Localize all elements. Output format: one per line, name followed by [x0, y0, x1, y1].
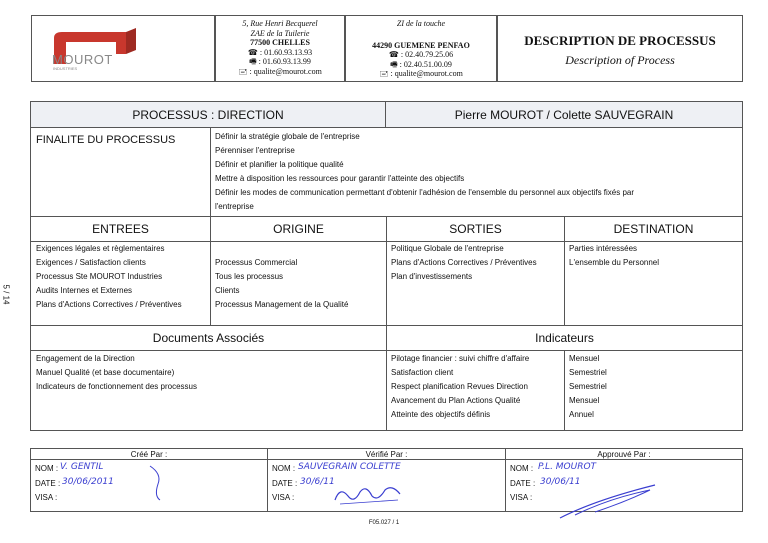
cree-nom-label: NOM :	[35, 464, 59, 473]
entree-item: Processus Ste MOUROT Industries	[36, 272, 163, 281]
origine-item: Clients	[215, 286, 240, 295]
site2-tel: ☎ : 02.40.79.25.06	[388, 50, 454, 59]
doc-item: Manuel Qualité (et base documentaire)	[36, 368, 175, 377]
verifie-nom-label: NOM :	[272, 464, 296, 473]
destination-list	[569, 242, 659, 270]
col-divider-3	[564, 241, 565, 325]
col-origine: ORIGINE	[210, 217, 386, 241]
finalite-item: Définir la stratégie globale de l'entreprise	[215, 132, 360, 141]
frequency-item: Mensuel	[569, 354, 600, 363]
frequency-item: Annuel	[569, 410, 594, 419]
finalite-divider	[210, 128, 211, 216]
origine-list	[215, 242, 348, 312]
destination-item: L'ensemble du Personnel	[569, 258, 660, 267]
verifie-nom: SAUVEGRAIN COLETTE	[298, 462, 401, 472]
sortie-item: Plans d'Actions Correctives / Préventives	[391, 258, 537, 267]
frequency-list	[569, 352, 607, 422]
header-logo-box	[31, 15, 215, 82]
site1-address	[215, 15, 345, 82]
footer-reference: F05.027 / 1	[368, 520, 400, 526]
finalite-item: l'entreprise	[215, 202, 254, 211]
freq-divider	[564, 350, 565, 430]
docs-list	[36, 352, 197, 394]
docs-divider	[386, 350, 387, 430]
site1-city: 77500 CHELLES	[250, 38, 310, 47]
finalite-label: FINALITE DU PROCESSUS	[36, 134, 176, 146]
site2-fax: 🖷 : 02.40.51.00.09	[390, 59, 452, 69]
doc-title-box	[497, 15, 743, 82]
frequency-item: Semestriel	[569, 368, 607, 377]
indicateurs-list	[391, 352, 529, 422]
doc-item: Indicateurs de fonctionnement des processus	[36, 382, 197, 391]
cree-nom: V. GENTIL	[60, 462, 104, 472]
doc-title: DESCRIPTION DE PROCESSUS	[524, 33, 716, 48]
sign-title-line	[31, 459, 742, 460]
process-owners: Pierre MOUROT / Colette SAUVEGRAIN	[386, 102, 742, 128]
approuve-date: 30/06/11	[540, 477, 581, 487]
indicateur-item: Avancement du Plan Actions Qualité	[391, 396, 521, 405]
doc-subtitle: Description of Process	[565, 53, 675, 67]
process-name: PROCESSUS : DIRECTION	[31, 102, 386, 128]
indicateur-item: Respect planification Revues Direction	[391, 382, 528, 391]
origine-item: Processus Commercial	[215, 258, 298, 267]
approuve-date-label: DATE :	[510, 479, 536, 488]
side-page-number: 5 / 14	[1, 284, 11, 305]
company-name: MOUROT	[52, 52, 113, 67]
site2-line1: ZI de la touche	[396, 19, 446, 28]
entree-item: Audits Internes et Externes	[36, 286, 133, 295]
col-divider-2	[386, 241, 387, 325]
verifie-date-label: DATE :	[272, 479, 298, 488]
docs-label: Documents Associés	[152, 331, 265, 345]
indicateurs-label: Indicateurs	[386, 326, 742, 350]
entree-item: Exigences / Satisfaction clients	[36, 258, 146, 267]
approuve-title: Approuvé Par :	[597, 450, 651, 459]
finalite-item: Pérenniser l'entreprise	[215, 146, 295, 155]
cree-title: Créé Par :	[130, 450, 168, 459]
approuve-nom: P.L. MOUROT	[538, 462, 597, 472]
col-divider-1	[210, 241, 211, 325]
approuve-visa-label: VISA :	[510, 493, 533, 502]
cree-visa-label: VISA :	[35, 493, 58, 502]
site2-address	[345, 15, 497, 82]
col-sorties: SORTIES	[386, 217, 564, 241]
company-subtitle: INDUSTRIES	[53, 66, 78, 71]
verifie-date: 30/6/11	[300, 477, 335, 487]
finalite-item: Définir les modes de communication permettant d'obtenir l'adhésion de l'ensemble du personnel aux objectifs fixés par	[215, 188, 635, 197]
destination-item: Parties intéressées	[569, 244, 638, 253]
entree-item: Plans d'Actions Correctives / Préventives	[36, 300, 182, 309]
col-destination: DESTINATION	[564, 217, 742, 241]
site1-tel: ☎ : 01.60.93.13.93	[247, 47, 313, 57]
origine-item: Tous les processus	[215, 272, 284, 281]
verifie-title: Vérifié Par :	[365, 450, 408, 459]
cree-date: 30/06/2011	[62, 477, 114, 487]
origine-item: Processus Management de la Qualité	[215, 300, 349, 309]
site1-line1: 5, Rue Henri Becquerel	[242, 19, 318, 28]
finalite-item: Définir et planifier la politique qualité	[215, 160, 344, 169]
finalite-item: Mettre à disposition les ressources pour garantir l'atteinte des objectifs	[215, 174, 465, 183]
sortie-item: Politique Globale de l'entreprise	[391, 244, 504, 253]
cree-signature	[140, 462, 170, 502]
finalite-list	[215, 130, 634, 214]
site1-email: 🖃 : qualite@mourot.com	[238, 66, 322, 76]
site1-fax: 🖷 : 01.60.93.13.99	[249, 57, 311, 66]
col-entrees: ENTREES	[92, 222, 149, 236]
entree-item: Exigences légales et règlementaires	[36, 244, 165, 253]
origine-item	[215, 242, 348, 256]
frequency-item: Semestriel	[569, 382, 607, 391]
sortie-item: Plan d'investissements	[391, 272, 473, 281]
approuve-nom-label: NOM :	[510, 464, 534, 473]
cree-date-label: DATE :	[35, 479, 61, 488]
site1-line2: ZAE de la Tuilerie	[250, 28, 310, 38]
indicateur-item: Pilotage financier : suivi chiffre d'affaire	[391, 354, 530, 363]
entrees-list	[36, 242, 182, 312]
doc-item: Engagement de la Direction	[36, 354, 135, 363]
verifie-signature	[330, 478, 410, 508]
indicateur-item: Atteinte des objectifs définis	[391, 410, 491, 419]
site2-city: 44290 GUEMENE PENFAO	[372, 40, 470, 50]
approuve-signature	[555, 480, 665, 525]
site2-email: 🖃 : qualite@mourot.com	[379, 69, 463, 78]
frequency-item: Mensuel	[569, 396, 600, 405]
sorties-list	[391, 242, 537, 284]
verifie-visa-label: VISA :	[272, 493, 295, 502]
indicateur-item: Satisfaction client	[391, 368, 454, 377]
